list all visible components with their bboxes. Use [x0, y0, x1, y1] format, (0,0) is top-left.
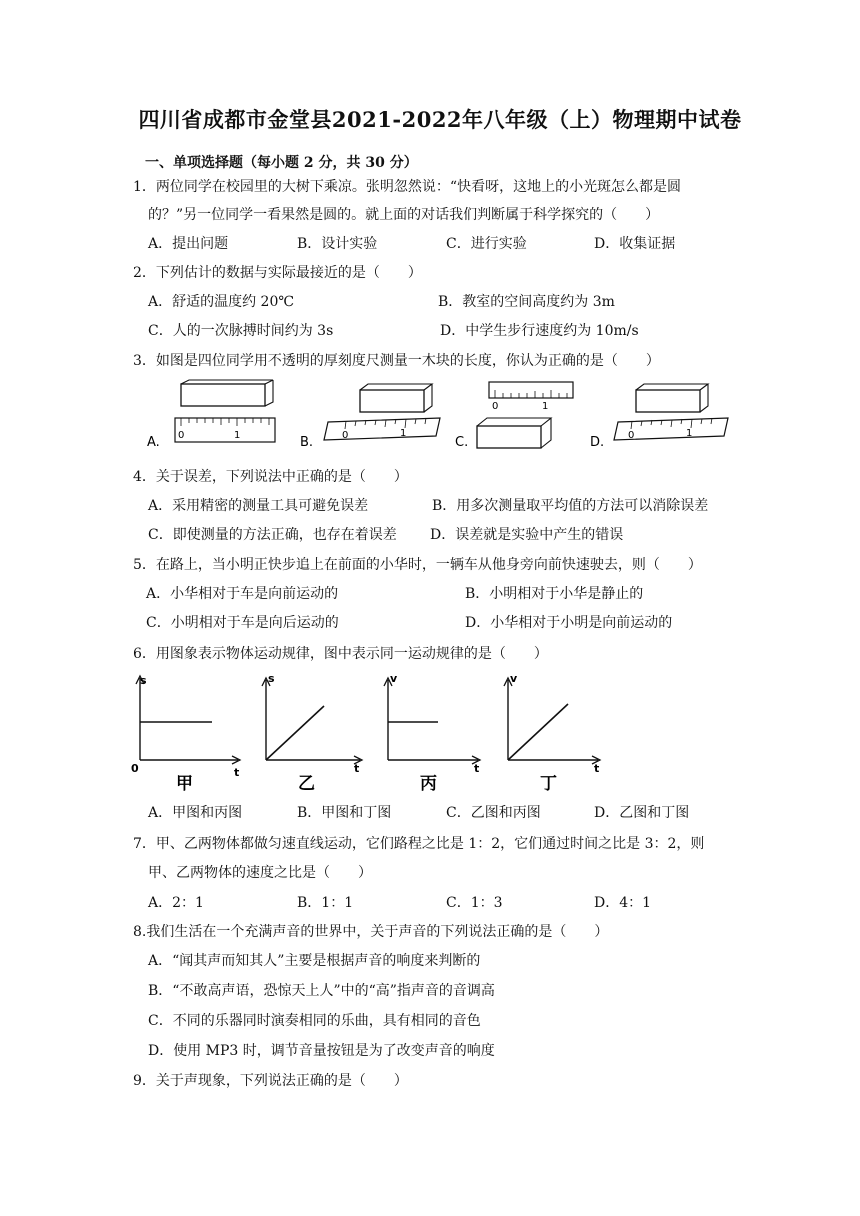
q6-graph-jia-origin: 0 [131, 762, 139, 775]
q7-option-d: D．4：1 [594, 895, 652, 911]
q2-option-c: C．人的一次脉搏时间约为 3s [148, 323, 334, 339]
q2-option-b: B．教室的空间高度约为 3m [438, 294, 615, 310]
q7-stem-line1: 7．甲、乙两物体都做匀速直线运动，它们路程之比是 1：2，它们通过时间之比是 3：2，则 [133, 836, 705, 852]
q1-option-b: B．设计实验 [297, 236, 378, 252]
q9-stem: 9．关于声现象，下列说法正确的是（ ） [133, 1073, 408, 1089]
q1-option-d: D．收集证据 [594, 236, 676, 252]
q3-figure-a-mark-0: 0 [178, 430, 185, 441]
q6-graph-jia [126, 672, 250, 794]
q1-stem-line1: 1．两位同学在校园里的大树下乘凉。张明忽然说：“快看呀，这地上的小光斑怎么都是圆 [133, 179, 682, 195]
q6-graph-yi-caption: 乙 [298, 774, 315, 794]
q8-option-c: C．不同的乐器同时演奏相同的乐曲，具有相同的音色 [148, 1013, 481, 1029]
q6-option-d: D．乙图和丁图 [594, 805, 690, 821]
q2-option-d: D．中学生步行速度约为 10m/s [440, 323, 639, 339]
q3-figure-b-mark-0: 0 [342, 430, 349, 441]
q3-figure-b [300, 380, 440, 452]
q3-figure-c-mark-0: 0 [492, 401, 499, 412]
q1-stem-line2: 的？”另一位同学一看果然是圆的。就上面的对话我们判断属于科学探究的（ ） [148, 207, 660, 223]
q1-option-a: A．提出问题 [148, 236, 229, 252]
q5-option-b: B．小明相对于小华是静止的 [465, 586, 644, 602]
q3-figure-a-label: A. [147, 435, 160, 450]
q3-figure-c-label: C. [455, 435, 469, 450]
q8-option-b: B．“不敢高声语，恐惊天上人”中的“高”指声音的音调高 [148, 983, 495, 999]
q8-option-a: A．“闻其声而知其人”主要是根据声音的响度来判断的 [148, 953, 481, 969]
q6-graph-jia-caption: 甲 [176, 774, 193, 794]
q7-stem-line2: 甲、乙两物体的速度之比是（ ） [148, 865, 372, 881]
q4-option-d: D．误差就是实验中产生的错误 [430, 527, 624, 543]
q3-figure-c-mark-1: 1 [542, 401, 549, 412]
q6-graph-ding-x-axis: t [594, 762, 600, 775]
q6-graph-jia-x-axis: t [234, 766, 240, 779]
q4-option-a: A．采用精密的测量工具可避免误差 [148, 498, 369, 514]
q3-stem: 3．如图是四位同学用不透明的厚刻度尺测量一木块的长度，你认为正确的是（ ） [133, 353, 660, 369]
q5-option-c: C．小明相对于车是向后运动的 [146, 615, 339, 631]
q6-graph-bing-caption: 丙 [420, 774, 437, 794]
q6-graph-bing [374, 672, 498, 794]
q8-option-d: D．使用 MP3 时，调节音量按钮是为了改变声音的响度 [148, 1043, 495, 1059]
section-heading: 一、单项选择题（每小题 2 分，共 30 分） [145, 155, 418, 171]
q6-option-b: B．甲图和丁图 [297, 805, 392, 821]
q6-graph-ding-y-axis: v [510, 672, 518, 685]
q4-option-b: B．用多次测量取平均值的方法可以消除误差 [432, 498, 709, 514]
q7-option-c: C．1：3 [446, 895, 503, 911]
q3-figure-b-label: B. [300, 435, 314, 450]
q2-stem: 2．下列估计的数据与实际最接近的是（ ） [133, 265, 422, 281]
q6-graph-ding-caption: 丁 [540, 774, 557, 794]
q3-figure-c [455, 378, 585, 452]
page-title: 四川省成都市金堂县2021-2022年八年级（上）物理期中试卷 [138, 107, 742, 132]
q6-graph-yi-x-axis: t [354, 762, 360, 775]
q6-graph-yi-line [266, 706, 324, 760]
q4-option-c: C．即使测量的方法正确，也存在着误差 [148, 527, 397, 543]
q8-stem: 8.我们生活在一个充满声音的世界中，关于声音的下列说法正确的是（ ） [133, 924, 609, 940]
q6-graph-jia-y-axis: s [140, 674, 147, 687]
q5-option-d: D．小华相对于小明是向前运动的 [465, 615, 673, 631]
q2-option-a: A．舒适的温度约 20℃ [148, 294, 295, 310]
q6-graph-bing-y-axis: v [390, 672, 398, 685]
q6-stem: 6．用图象表示物体运动规律，图中表示同一运动规律的是（ ） [133, 646, 548, 662]
q6-option-c: C．乙图和丙图 [446, 805, 541, 821]
q3-figure-d-mark-0: 0 [628, 430, 635, 441]
q3-figure-d-mark-1: 1 [686, 428, 693, 439]
q6-graph-bing-x-axis: t [474, 762, 480, 775]
q5-stem: 5．在路上，当小明正快步追上在前面的小华时，一辆车从他身旁向前快速驶去，则（ ） [133, 557, 702, 573]
q6-graph-ding-line [508, 704, 568, 760]
q3-figure-b-mark-1: 1 [400, 428, 407, 439]
q6-graph-yi [252, 672, 376, 794]
q6-graph-ding [494, 672, 618, 794]
q6-graph-yi-y-axis: s [268, 672, 275, 685]
q4-stem: 4．关于误差，下列说法中正确的是（ ） [133, 469, 408, 485]
q3-figure-d [588, 380, 728, 452]
q3-figure-a-mark-1: 1 [234, 430, 241, 441]
q5-option-a: A．小华相对于车是向前运动的 [146, 586, 339, 602]
q6-option-a: A．甲图和丙图 [148, 805, 243, 821]
q7-option-a: A．2：1 [148, 895, 204, 911]
q3-figure-d-label: D. [590, 435, 605, 450]
q1-option-c: C．进行实验 [446, 236, 527, 252]
q7-option-b: B．1：1 [297, 895, 354, 911]
q3-figure-a [145, 380, 285, 452]
